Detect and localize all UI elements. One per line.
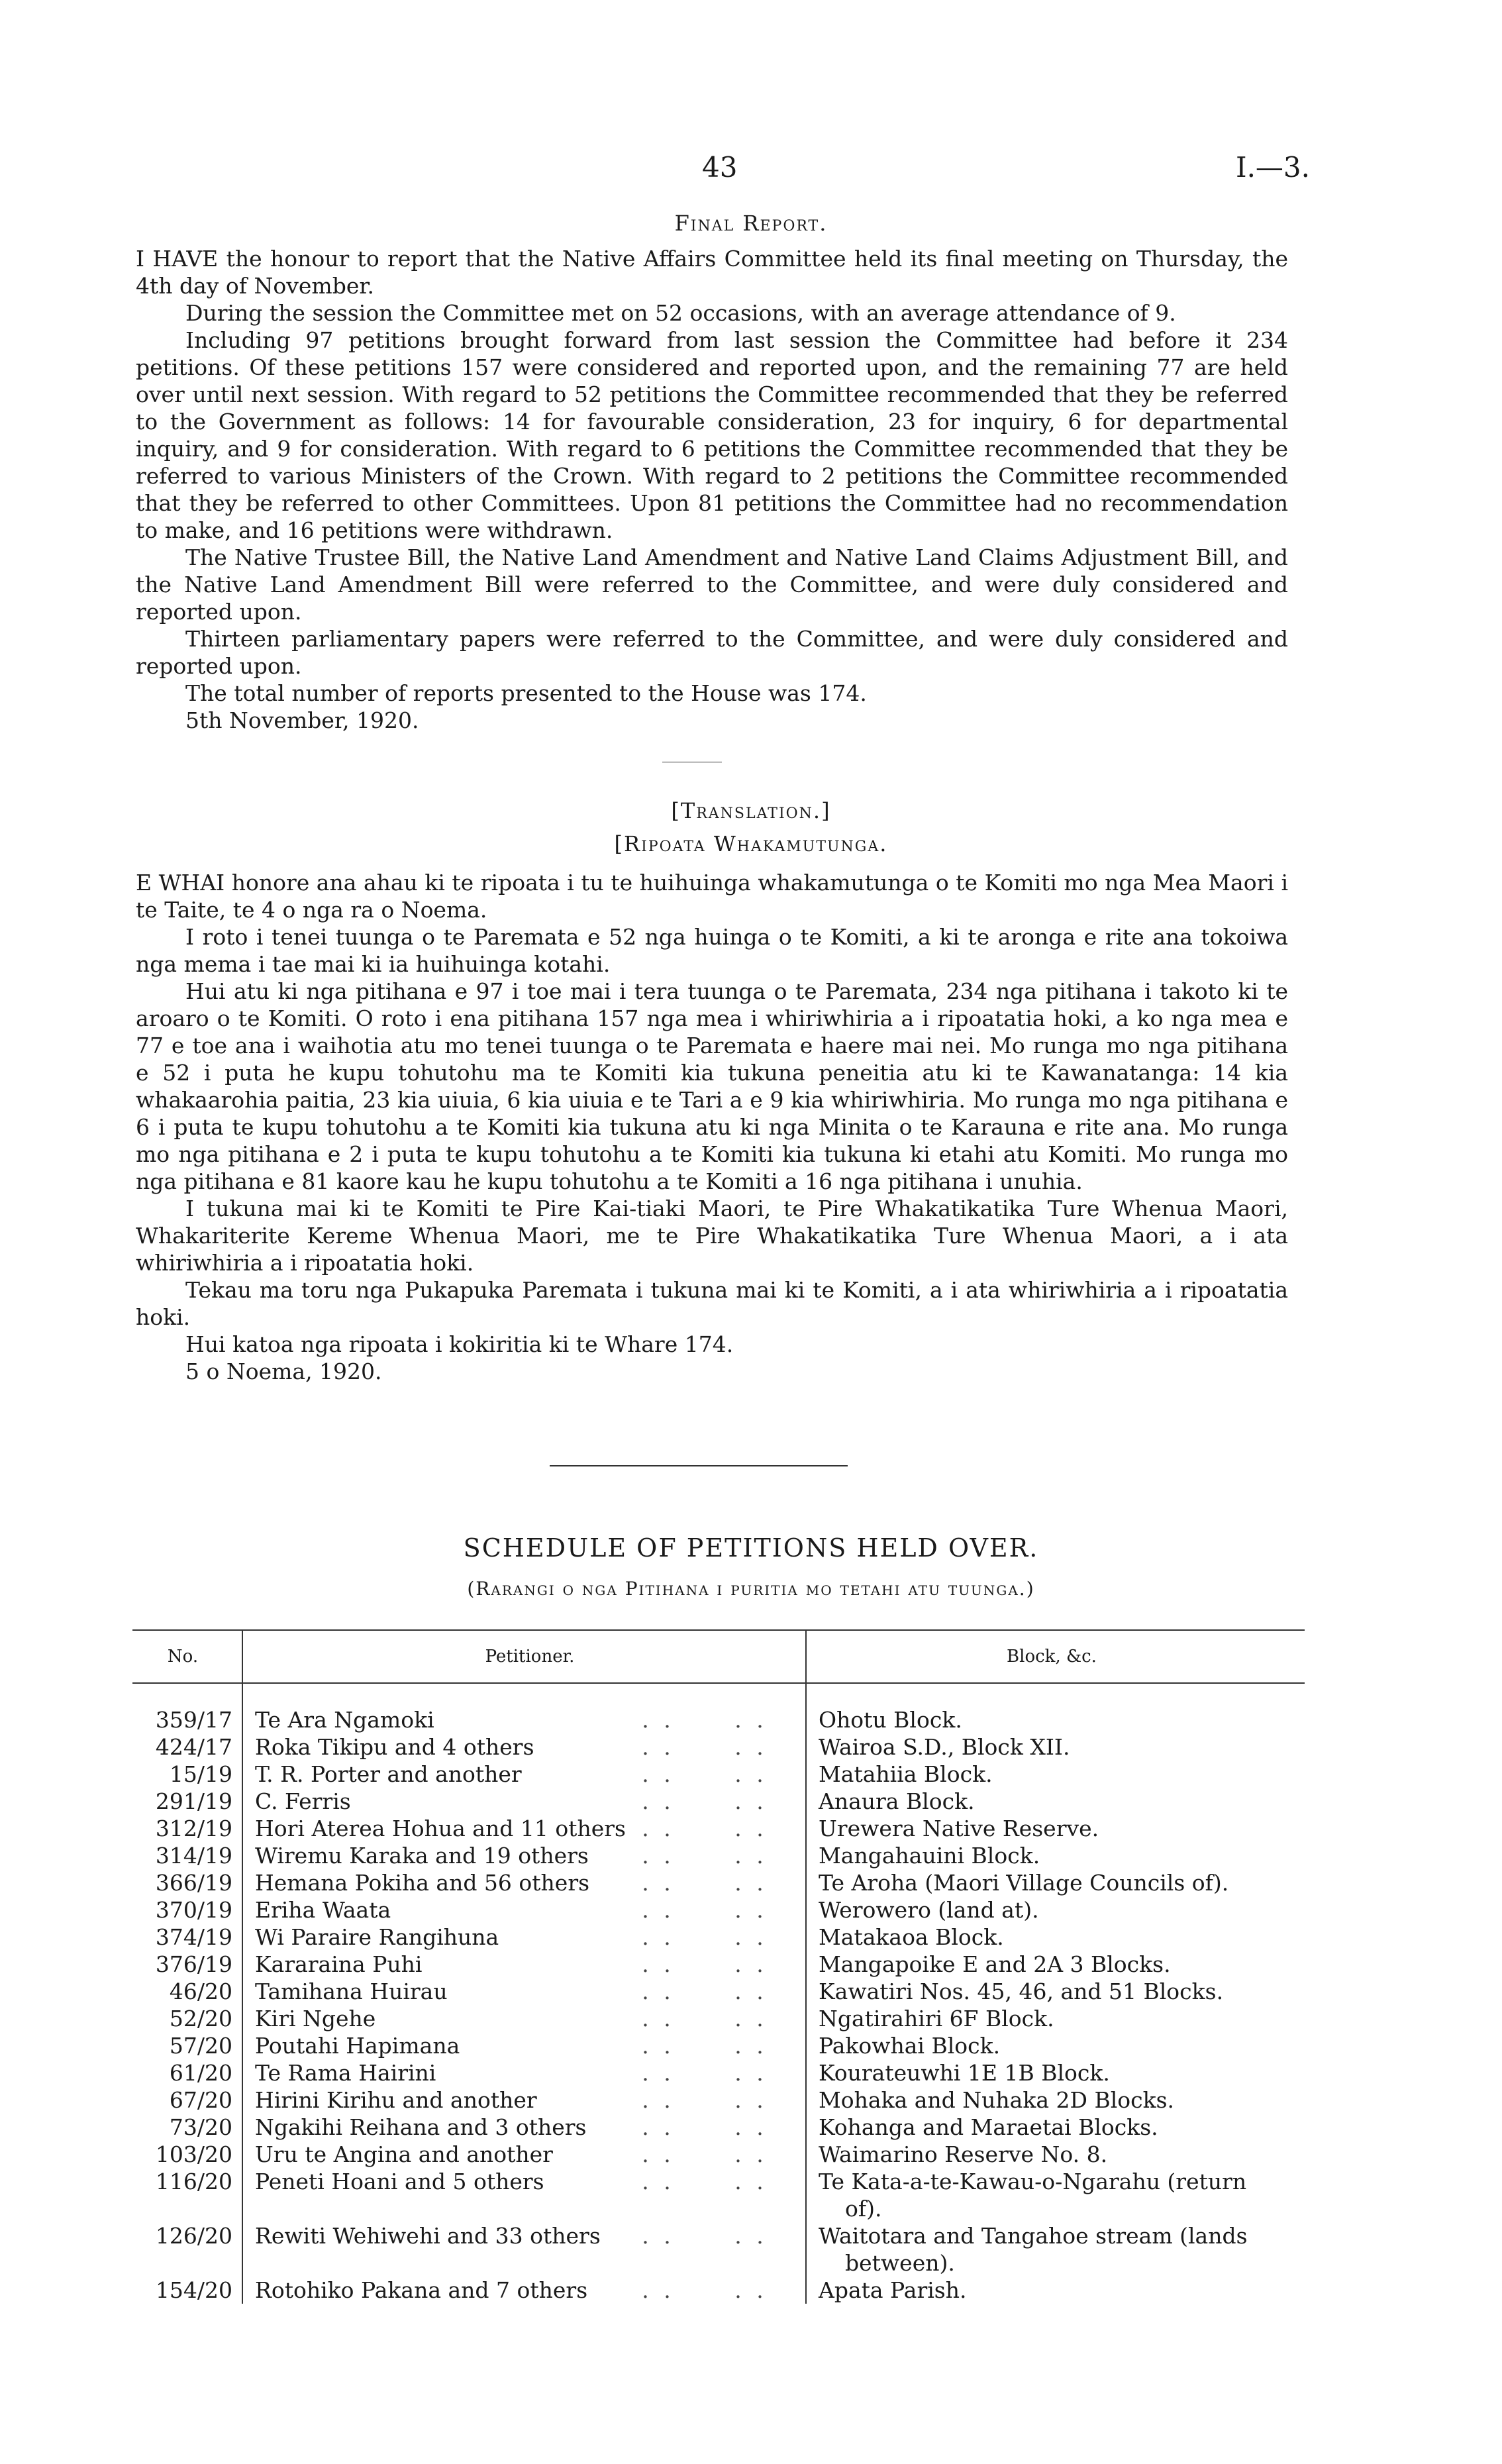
report-date: 5th November, 1920. xyxy=(185,707,419,733)
table-row xyxy=(132,1869,1305,1896)
block-cell xyxy=(806,1761,1305,1788)
column-header-petitioner: Petitioner. xyxy=(242,1630,806,1683)
petitioner-name: Kararaina Puhi xyxy=(255,1951,423,1977)
petitioner-cell xyxy=(242,1978,806,2005)
block-cell xyxy=(806,2222,1305,2277)
dot-leader-segment: . . xyxy=(734,1761,768,1787)
table-row xyxy=(132,2005,1305,2032)
dot-leader xyxy=(612,2059,797,2086)
petitioner-cell xyxy=(242,1869,806,1896)
petition-number: 312/19 xyxy=(155,1816,232,1841)
petition-number: 46/20 xyxy=(169,1978,232,2004)
petitioner-cell xyxy=(242,2141,806,2168)
petitioner-name: Wi Paraire Rangihuna xyxy=(255,1924,499,1950)
dot-leader-segment: . . xyxy=(642,2087,675,2113)
table-row xyxy=(132,2277,1305,2304)
petitioner-name: Peneti Hoani and 5 others xyxy=(255,2169,544,2194)
column-header-block: Block, &c. xyxy=(806,1630,1305,1683)
table-row xyxy=(132,1733,1305,1761)
dot-leader-segment: . . xyxy=(642,2141,675,2167)
petitioner-name: Roka Tikipu and 4 others xyxy=(255,1734,534,1760)
block-cell xyxy=(806,2005,1305,2032)
dot-leader-segment: . . xyxy=(734,2141,768,2167)
paragraph: Thirteen parliamentary papers were referred to the Committee, and were duly considered and reported upon. xyxy=(136,626,1288,679)
petitioner-cell xyxy=(242,1761,806,1788)
petitioner-name: Rewiti Wehiwehi and 33 others xyxy=(255,2223,601,2249)
petition-number: 116/20 xyxy=(155,2169,232,2194)
table-row xyxy=(132,1896,1305,1924)
petitioner-name: Hori Aterea Hohua and 11 others xyxy=(255,1816,626,1841)
schedule-subtitle: (Rarangi o nga Pitihana i puritia mo tetahi atu tuunga.) xyxy=(467,1578,1035,1600)
table-row xyxy=(132,1842,1305,1869)
petitioner-name: Eriha Waata xyxy=(255,1897,391,1923)
final-report-body xyxy=(136,245,1288,734)
petitioner-cell xyxy=(242,2005,806,2032)
block-name: Matahiia Block. xyxy=(819,1761,993,1787)
block-name: Ohotu Block. xyxy=(819,1707,962,1733)
petitioner-cell xyxy=(242,2059,806,2086)
dot-leader-segment: . . xyxy=(734,1816,768,1841)
block-name: Apata Parish. xyxy=(819,2277,967,2303)
paragraph: Including 97 petitions brought forward from last session the Committee had before it 234 petitions. Of these petitions 157 were considered and reported upon, and the remaining 77 are held over until next session. With regard to 52 petitions the Committee recommended that they be referred to the Government as follows: 14 for favourable consideration, 23 for inquiry, 6 for departmental inquiry, and 9 for consideration. With regard to 6 petitions the Committee recommended that they be referred to various Ministers of the Crown. With regard to 2 petitions the Committee recommended that they be referred to other Committees. Upon 81 petitions the Committee had no recommendation to make, and 16 petitions were withdrawn. xyxy=(136,327,1288,543)
petitioner-name: Te Ara Ngamoki xyxy=(255,1707,434,1733)
dot-leader xyxy=(612,2168,797,2195)
dot-leader xyxy=(612,2141,797,2168)
dot-leader xyxy=(612,2222,797,2249)
table-row xyxy=(132,2168,1305,2222)
dot-leader xyxy=(612,1815,797,1842)
petitioner-name: T. R. Porter and another xyxy=(255,1761,522,1787)
petition-number: 424/17 xyxy=(155,1734,232,1760)
dot-leader-segment: . . xyxy=(642,2033,675,2059)
paragraph: I HAVE the honour to report that the Native Affairs Committee held its final meeting on Thursday, the 4th day of November. xyxy=(136,246,1288,299)
block-cell xyxy=(806,1951,1305,1978)
dot-leader-segment: . . xyxy=(642,1761,675,1787)
dot-leader xyxy=(612,2277,797,2304)
dot-leader-segment: . . xyxy=(642,1843,675,1869)
translation-title: [Ripoata Whakamutunga. xyxy=(614,831,888,856)
block-cell xyxy=(806,1706,1305,1733)
block-cell xyxy=(806,1733,1305,1761)
dot-leader-segment: . . xyxy=(642,1951,675,1977)
petitioner-name: Wiremu Karaka and 19 others xyxy=(255,1843,589,1869)
dot-leader-segment: . . xyxy=(734,1951,768,1977)
petitioner-name: Uru te Angina and another xyxy=(255,2141,553,2167)
block-cell xyxy=(806,1815,1305,1842)
section-divider xyxy=(550,1465,848,1466)
petition-number: 103/20 xyxy=(155,2141,232,2167)
block-name: Te Aroha (Maori Village Councils of). xyxy=(819,1870,1229,1896)
petition-number: 126/20 xyxy=(155,2223,232,2249)
petition-number: 52/20 xyxy=(169,2006,232,2031)
dot-leader-segment: . . xyxy=(642,2169,675,2194)
dot-leader-segment: . . xyxy=(642,1734,675,1760)
block-cell xyxy=(806,2059,1305,2086)
table-row xyxy=(132,2032,1305,2059)
petition-number: 61/20 xyxy=(169,2060,232,2086)
paragraph: Hui katoa nga ripoata i kokiritia ki te Whare 174. xyxy=(185,1331,734,1357)
block-cell xyxy=(806,2032,1305,2059)
final-report-title: Final Report. xyxy=(674,211,828,236)
block-name: Waimarino Reserve No. 8. xyxy=(819,2141,1108,2167)
petitioner-name: C. Ferris xyxy=(255,1788,351,1814)
petition-number: 57/20 xyxy=(169,2033,232,2059)
dot-leader-segment: . . xyxy=(734,2114,768,2140)
dot-leader-segment: . . xyxy=(642,2006,675,2031)
block-cell xyxy=(806,2277,1305,2304)
dot-leader xyxy=(612,1706,797,1733)
translation-label: [Translation.] xyxy=(671,798,831,823)
table-row xyxy=(132,1924,1305,1951)
table-row xyxy=(132,1761,1305,1788)
block-name: Te Kata-a-te-Kawau-o-Ngarahu (return of). xyxy=(819,2169,1247,2222)
block-cell xyxy=(806,1788,1305,1815)
petition-number: 359/17 xyxy=(155,1707,232,1733)
table-row xyxy=(132,1978,1305,2005)
dot-leader xyxy=(612,2114,797,2141)
petitioner-cell xyxy=(242,2086,806,2114)
petitioner-cell xyxy=(242,1924,806,1951)
block-name: Kourateuwhi 1E 1B Block. xyxy=(819,2060,1110,2086)
petitioner-cell xyxy=(242,2168,806,2222)
block-name: Anaura Block. xyxy=(819,1788,975,1814)
dot-leader-segment: . . xyxy=(734,1924,768,1950)
dot-leader-segment: . . xyxy=(642,2114,675,2140)
dot-leader-segment: . . xyxy=(642,1788,675,1814)
dot-leader-segment: . . xyxy=(734,1734,768,1760)
block-cell xyxy=(806,2114,1305,2141)
paragraph: I roto i tenei tuunga o te Paremata e 52 nga huinga o te Komiti, a ki te aronga e rite ana tokoiwa nga mema i tae mai ki ia huihuinga kotahi. xyxy=(136,924,1288,977)
dot-leader xyxy=(612,1842,797,1869)
schedule-title: SCHEDULE OF PETITIONS HELD OVER. xyxy=(463,1533,1039,1563)
block-name: Ngatirahiri 6F Block. xyxy=(819,2006,1054,2031)
petition-number: 67/20 xyxy=(169,2087,232,2113)
dot-leader-segment: . . xyxy=(642,1870,675,1896)
block-name: Kohanga and Maraetai Blocks. xyxy=(819,2114,1158,2140)
petition-number: 73/20 xyxy=(169,2114,232,2140)
petition-number: 376/19 xyxy=(155,1951,232,1977)
petitioner-cell xyxy=(242,1951,806,1978)
petitioner-cell xyxy=(242,1842,806,1869)
block-cell xyxy=(806,2168,1305,2222)
block-name: Mohaka and Nuhaka 2D Blocks. xyxy=(819,2087,1175,2113)
petitioner-cell xyxy=(242,1706,806,1733)
petitioner-cell xyxy=(242,1815,806,1842)
dot-leader xyxy=(612,1978,797,2005)
page-number: 43 xyxy=(702,151,738,183)
dot-leader-segment: . . xyxy=(734,2223,768,2249)
block-cell xyxy=(806,1869,1305,1896)
table-row xyxy=(132,2086,1305,2114)
petition-number: 291/19 xyxy=(155,1788,232,1814)
column-header-no: No. xyxy=(132,1630,242,1683)
dot-leader-segment: . . xyxy=(734,1707,768,1733)
block-cell xyxy=(806,1896,1305,1924)
dot-leader-segment: . . xyxy=(734,1870,768,1896)
translation-date: 5 o Noema, 1920. xyxy=(185,1359,382,1384)
petitioner-cell xyxy=(242,2277,806,2304)
block-cell xyxy=(806,1842,1305,1869)
dot-leader-segment: . . xyxy=(734,2006,768,2031)
petitioner-cell xyxy=(242,2222,806,2277)
dot-leader-segment: . . xyxy=(734,1978,768,2004)
dot-leader-segment: . . xyxy=(734,2033,768,2059)
dot-leader-segment: . . xyxy=(734,1788,768,1814)
paragraph: Tekau ma toru nga Pukapuka Paremata i tukuna mai ki te Komiti, a i ata whiriwhiria a i ripoatatia hoki. xyxy=(136,1277,1288,1330)
paragraph: E WHAI honore ana ahau ki te ripoata i tu te huihuinga whakamutunga o te Komiti mo nga Mea Maori i te Taite, te 4 o nga ra o Noema. xyxy=(136,870,1288,923)
block-name: Waitotara and Tangahoe stream (lands between). xyxy=(819,2223,1248,2276)
dot-leader-segment: . . xyxy=(734,2277,768,2303)
table-row xyxy=(132,1706,1305,1733)
table-row xyxy=(132,1788,1305,1815)
dot-leader-segment: . . xyxy=(734,1843,768,1869)
dot-leader xyxy=(612,1761,797,1788)
page-header xyxy=(0,151,1502,191)
dot-leader-segment: . . xyxy=(642,1978,675,2004)
dot-leader xyxy=(612,1788,797,1815)
block-cell xyxy=(806,1924,1305,1951)
petitioner-cell xyxy=(242,1896,806,1924)
block-name: Pakowhai Block. xyxy=(819,2033,1001,2059)
block-name: Mangahauini Block. xyxy=(819,1843,1040,1869)
table-row xyxy=(132,1951,1305,1978)
block-cell xyxy=(806,2141,1305,2168)
dot-leader-segment: . . xyxy=(642,2060,675,2086)
petitioner-cell xyxy=(242,2114,806,2141)
dot-leader xyxy=(612,1896,797,1924)
petition-number: 15/19 xyxy=(169,1761,232,1787)
dot-leader-segment: . . xyxy=(642,1897,675,1923)
dot-leader xyxy=(612,1869,797,1896)
paragraph: During the session the Committee met on 52 occasions, with an average attendance of 9. xyxy=(185,300,1176,326)
petitioner-name: Hemana Pokiha and 56 others xyxy=(255,1870,590,1896)
petitioner-name: Hirini Kirihu and another xyxy=(255,2087,537,2113)
petition-number: 314/19 xyxy=(155,1843,232,1869)
translation-body xyxy=(136,869,1288,1385)
dot-leader-segment: . . xyxy=(734,2087,768,2113)
dot-leader-segment: . . xyxy=(642,1816,675,1841)
paragraph: The Native Trustee Bill, the Native Land Amendment and Native Land Claims Adjustment Bill, and the Native Land Amendment Bill were referred to the Committee, and were duly considered and reported upon. xyxy=(136,544,1288,625)
table-body xyxy=(132,1683,1305,2304)
block-cell xyxy=(806,2086,1305,2114)
table-row xyxy=(132,2141,1305,2168)
dot-leader-segment: . . xyxy=(734,2169,768,2194)
petitioner-name: Tamihana Huirau xyxy=(255,1978,448,2004)
dot-leader-segment: . . xyxy=(734,1897,768,1923)
block-name: Kawatiri Nos. 45, 46, and 51 Blocks. xyxy=(819,1978,1224,2004)
dot-leader xyxy=(612,1951,797,1978)
dot-leader xyxy=(612,1733,797,1761)
block-name: Matakaoa Block. xyxy=(819,1924,1004,1950)
dot-leader-segment: . . xyxy=(642,1924,675,1950)
petition-number: 154/20 xyxy=(155,2277,232,2303)
dot-leader xyxy=(612,2005,797,2032)
dot-leader-segment: . . xyxy=(642,2277,675,2303)
block-name: Werowero (land at). xyxy=(819,1897,1039,1923)
table-row xyxy=(132,2114,1305,2141)
dot-leader-segment: . . xyxy=(734,2060,768,2086)
paragraph: Hui atu ki nga pitihana e 97 i toe mai i tera tuunga o te Paremata, 234 nga pitihana i takoto ki te aroaro o te Komiti. O roto i ena pitihana 157 nga mea i whiriwhiria a i ripoatatia hoki, a ko nga mea e 77 e toe ana i waihotia atu mo tenei tuunga o te Paremata e haere mai nei. Mo runga mo nga pitihana e 52 i puta he kupu tohutohu ma te Komiti kia tukuna peneitia atu ki te Kawanatanga: 14 kia whakaarohia paitia, 23 kia uiuia, 6 kia uiuia e te Tari a e 9 kia whiriwhiria. Mo runga mo nga pitihana e 6 i puta te kupu tohutohu a te Komiti kia tukuna atu ki nga Minita o te Karauna e rite ana. Mo runga mo nga pitihana e 2 i puta te kupu tohutohu a te Komiti kia tukuna ki etahi atu Komiti. Mo runga mo nga pitihana e 81 kaore kau he kupu tohutohu a te Komiti a 16 nga pitihana i unuhia. xyxy=(136,978,1288,1194)
dot-leader xyxy=(612,2086,797,2114)
block-name: Urewera Native Reserve. xyxy=(819,1816,1099,1841)
table-row xyxy=(132,2222,1305,2277)
petitioner-cell xyxy=(242,2032,806,2059)
table-row xyxy=(132,1815,1305,1842)
block-cell xyxy=(806,1978,1305,2005)
table-spacer-row xyxy=(132,1683,1305,1706)
petitioner-cell xyxy=(242,1733,806,1761)
block-name: Wairoa S.D., Block XII. xyxy=(819,1734,1070,1760)
petitioner-name: Poutahi Hapimana xyxy=(255,2033,460,2059)
paragraph: The total number of reports presented to the House was 174. xyxy=(185,680,867,706)
petitioner-name: Te Rama Hairini xyxy=(255,2060,436,2086)
petition-number: 366/19 xyxy=(155,1870,232,1896)
petitioner-name: Rotohiko Pakana and 7 others xyxy=(255,2277,588,2303)
petitioner-name: Ngakihi Reihana and 3 others xyxy=(255,2114,587,2140)
block-name: Mangapoike E and 2A 3 Blocks. xyxy=(819,1951,1171,1977)
table-row xyxy=(132,2059,1305,2086)
paper-reference: I.—3. xyxy=(1235,151,1310,183)
dot-leader xyxy=(612,2032,797,2059)
paragraph: I tukuna mai ki te Komiti te Pire Kai-tiaki Maori, te Pire Whakatikatika Ture Whenua Maori, Whakariterite Kereme Whenua Maori, me te Pire Whakatikatika Ture Whenua Maori, a i ata whiriwhiria a i ripoatatia hoki. xyxy=(136,1196,1288,1276)
petitions-table xyxy=(132,1629,1305,2304)
dot-leader-segment: . . xyxy=(642,1707,675,1733)
table-header-row xyxy=(132,1630,1305,1683)
petition-number: 374/19 xyxy=(155,1924,232,1950)
dot-leader-segment: . . xyxy=(642,2223,675,2249)
petitioner-cell xyxy=(242,1788,806,1815)
petitioner-name: Kiri Ngehe xyxy=(255,2006,376,2031)
dot-leader xyxy=(612,1924,797,1951)
petition-number: 370/19 xyxy=(155,1897,232,1923)
